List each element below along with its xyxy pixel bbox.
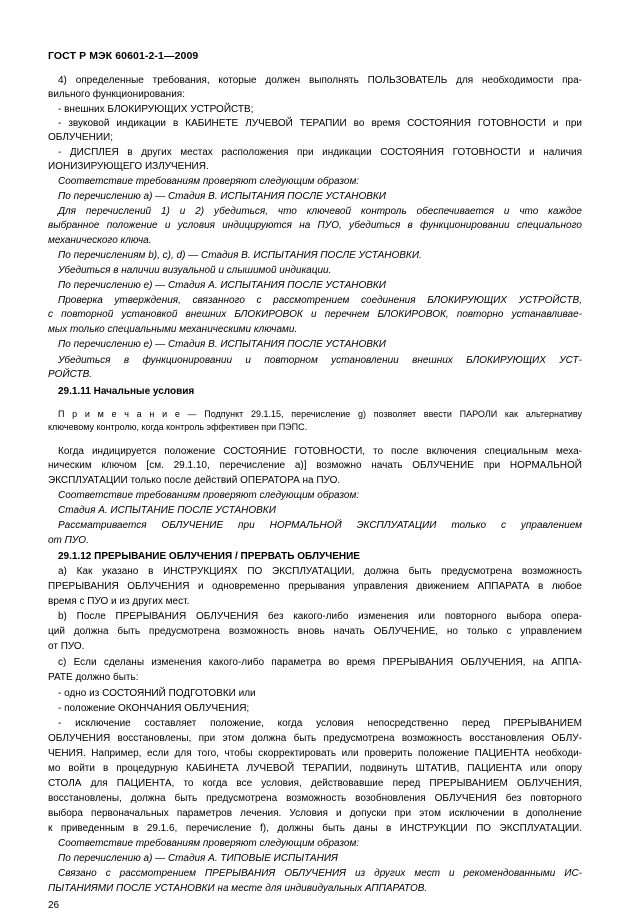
text-line: Соответствие требованиям проверяют следующим образом: <box>58 490 360 501</box>
text-line: Убедиться в наличии визуальной и слышимой индикации. <box>58 265 332 276</box>
text-line: ЧЕНИЯ. Например, если для того, чтобы скорректировать или проверить положение ПАЦИЕНТА необходи- <box>48 748 582 759</box>
text-line: По перечислению а) — Стадия В. ИСПЫТАНИЯ ПОСЛЕ УСТАНОВКИ <box>58 191 386 202</box>
text-line: Проверка утверждения, связанного с рассмотрением соединения БЛОКИРУЮЩИХ УСТРОЙСТВ, <box>58 295 582 306</box>
text-line: По перечислению а) — Стадия А. ТИПОВЫЕ ИСПЫТАНИЯ <box>58 853 338 864</box>
text-line: - положение ОКОНЧАНИЯ ОБЛУЧЕНИЯ; <box>58 703 250 714</box>
text-line: Для перечислений 1) и 2) убедиться, что ключевой контроль обеспечивается и что каждое <box>58 206 582 217</box>
text-line: СТОЛА для ПАЦИЕНТА, то когда все условия, действовавшие перед ПРЕРЫВАНИЕМ ОБЛУЧЕНИЯ, <box>48 778 582 789</box>
text-line: По перечислениям b), c), d) — Стадия В. ИСПЫТАНИЯ ПОСЛЕ УСТАНОВКИ. <box>58 250 422 261</box>
text-line: выбранное положение и условия индицируются на ПУО, убедиться в функционировании специального <box>48 220 582 231</box>
text-line: c) Если сделаны изменения какого-либо параметра во время ПРЕРЫВАНИЯ ОБЛУЧЕНИЯ, на АППА- <box>58 657 582 668</box>
text-line: РАТЕ должно быть: <box>48 672 139 683</box>
text-line: от ПУО. <box>48 535 89 546</box>
text-line: 29.1.11 Начальные условия <box>58 386 195 397</box>
text-line: 29.1.12 ПРЕРЫВАНИЕ ОБЛУЧЕНИЯ / ПРЕРВАТЬ ОБЛУЧЕНИЕ <box>58 551 360 562</box>
text-line: ключевому контролю, когда контроль эффективен при ПЭПС. <box>48 422 308 432</box>
text-line: - ДИСПЛЕЯ в других местах расположения при индикации СОСТОЯНИЯ ГОТОВНОСТИ и наличия <box>58 147 582 158</box>
text-line: Убедиться в функционировании и повторном установлении внешних БЛОКИРУЮЩИХ УСТ- <box>58 355 582 366</box>
text-line: b) После ПРЕРЫВАНИЯ ОБЛУЧЕНИЯ без какого-либо изменения или повторного выбора опера- <box>58 611 582 622</box>
text-line: Соответствие требованиям проверяют следующим образом: <box>58 176 360 187</box>
page-number: 26 <box>48 900 60 911</box>
text-line: ИОНИЗИРУЮЩЕГО ИЗЛУЧЕНИЯ. <box>48 161 209 172</box>
page-header: ГОСТ Р МЭК 60601-2-1—2009 <box>48 50 199 62</box>
text-line: а) Как указано в ИНСТРУКЦИЯХ ПО ЭКСПЛУАТАЦИИ, должна быть предусмотрена возможность <box>58 566 582 577</box>
text-line: ЭКСПЛУАТАЦИИ только после действий ОПЕРАТОРА на ПУО. <box>48 475 341 486</box>
text-line: время с ПУО и из других мест. <box>48 596 190 607</box>
text-line: от ПУО. <box>48 641 85 652</box>
text-line: П р и м е ч а н и е — Подпункт 29.1.15, перечисление g) позволяет ввести ПАРОЛИ как альтернативу <box>58 409 582 419</box>
text-line: ций должна быть предусмотрена возможность вновь начать ОБЛУЧЕНИЕ, но только с управлением <box>48 626 582 637</box>
text-line: восстановлены, должна быть предусмотрена возможность возобновления ОБЛУЧЕНИЯ без повторного <box>48 793 582 804</box>
text-line: РОЙСТВ. <box>48 369 93 380</box>
text-line: механического ключа. <box>48 235 152 246</box>
text-line: Связано с рассмотрением ПРЕРЫВАНИЯ ОБЛУЧЕНИЯ из других мест и рекомендованными ИС- <box>58 868 582 879</box>
text-line: мых только специальными механическими ключами. <box>48 324 298 335</box>
text-line: - внешних БЛОКИРУЮЩИХ УСТРОЙСТВ; <box>58 104 254 115</box>
text-line: Когда индицируется положение СОСТОЯНИЕ ГОТОВНОСТИ, то после включения специальным меха- <box>58 446 582 457</box>
text-line: По перечислению е) — Стадия А. ИСПЫТАНИЯ ПОСЛЕ УСТАНОВКИ <box>58 280 386 291</box>
text-line: ПРЕРЫВАНИЯ ОБЛУЧЕНИЯ и одновременно прерывания управления движением АППАРАТА в любое <box>48 581 582 592</box>
text-line: - звуковой индикации в КАБИНЕТЕ ЛУЧЕВОЙ ТЕРАПИИ во время СОСТОЯНИЯ ГОТОВНОСТИ и при <box>58 118 582 129</box>
text-line: По перечислению е) — Стадия В. ИСПЫТАНИЯ ПОСЛЕ УСТАНОВКИ <box>58 339 386 350</box>
text-line: ОБЛУЧЕНИИ; <box>48 132 113 143</box>
text-line: Соответствие требованиям проверяют следующим образом: <box>58 838 360 849</box>
text-line: - исключение составляет положение, когда условия непосредственно перед ПРЕРЫВАНИЕМ <box>58 718 582 729</box>
text-line: мо войти в процедурную КАБИНЕТА ЛУЧЕВОЙ ТЕРАПИИ, подвинуть ШТАТИВ, ПАЦИЕНТА или опору <box>48 763 582 774</box>
text-line: к приведенным в 29.1.6, перечисление f), должны быть даны в ИНСТРУКЦИИ ПО ЭКСПЛУАТАЦИИ. <box>48 823 582 834</box>
text-line: ПЫТАНИЯМИ ПОСЛЕ УСТАНОВКИ на месте для индивидуальных АППАРАТОВ. <box>48 883 428 894</box>
text-line: выбора первоначальных параметров лечения. Условия и допуски при этом исключении в дополнение <box>48 808 582 819</box>
text-line: Рассматривается ОБЛУЧЕНИЕ при НОРМАЛЬНОЙ ЭКСПЛУАТАЦИИ только с управлением <box>58 520 582 531</box>
text-line: с повторной установкой внешних БЛОКИРОВОК и перечнем БЛОКИРОВОК, повторно устанавливае- <box>48 309 582 320</box>
text-line: вильного функционирования: <box>48 89 185 100</box>
text-line: - одно из СОСТОЯНИЙ ПОДГОТОВКИ или <box>58 688 256 699</box>
text-line: 4) определенные требования, которые должен выполнять ПОЛЬЗОВАТЕЛЬ для необходимости пра- <box>58 75 582 86</box>
text-line: Стадия А. ИСПЫТАНИЕ ПОСЛЕ УСТАНОВКИ <box>58 505 276 516</box>
text-line: ОБЛУЧЕНИЯ восстановлены, при этом должна быть предусмотрена возможность восстановления ОБЛУ- <box>48 733 582 744</box>
text-line: ническим ключом [см. 29.1.10, перечисление а)] возможно начать ОБЛУЧЕНИЕ при НОРМАЛЬНОЙ <box>48 460 582 471</box>
